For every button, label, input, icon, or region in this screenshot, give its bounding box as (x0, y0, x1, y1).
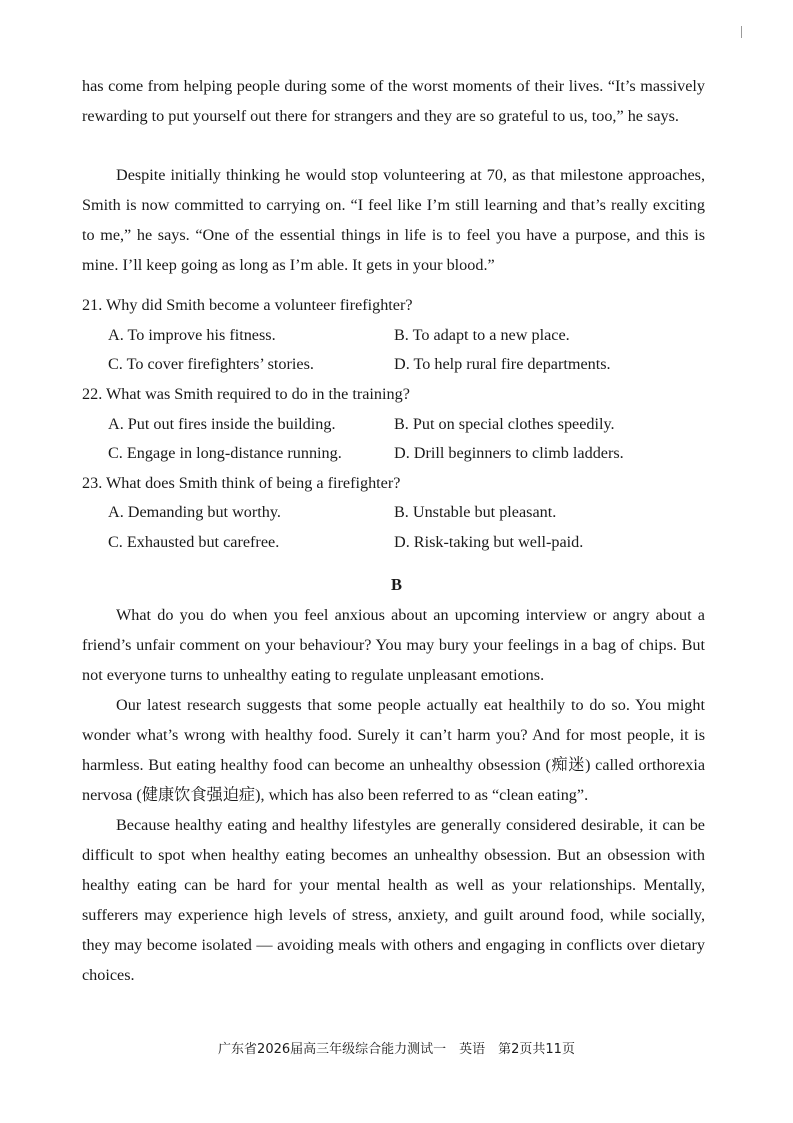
margin-mark (741, 26, 742, 38)
question-23-option-b: B. Unstable but pleasant. (394, 503, 557, 521)
question-21-stem: 21. Why did Smith become a volunteer firefighter? (82, 296, 413, 314)
question-23-option-d: D. Risk-taking but well-paid. (394, 533, 584, 551)
passage-a-paragraph-1: has come from helping people during some of the worst moments of their lives. “It’s massively rewarding to put yourself out there for strangers and they are so grateful to us, too,” he says. (82, 77, 705, 125)
passage-a-paragraph-2: Despite initially thinking he would stop volunteering at 70, as that milestone approaches, Smith is now committed to carrying on. “I feel like I’m still learning and that’s really exciting to me,” he says. “One of the essential things in life is to feel you have a purpose, and this is mine. I’ll keep going as long as I’m able. It gets in your blood.” (82, 166, 705, 274)
passage-b-paragraph-1: What do you do when you feel anxious about an upcoming interview or angry about a friend’s unfair comment on your behaviour? You may bury your feelings in a bag of chips. But not everyone turns to unhealthy eating to regulate unpleasant emotions. (82, 606, 705, 684)
question-22-option-c: C. Engage in long-distance running. (108, 444, 342, 462)
question-21-option-b: B. To adapt to a new place. (394, 326, 570, 344)
passage-b-paragraph-3: Because healthy eating and healthy lifestyles are generally considered desirable, it can be difficult to spot when healthy eating becomes an unhealthy obsession. But an obsession with healthy eating can be hard for your mental health as well as your relationships. Mentally, sufferers may experience high levels of stress, anxiety, and guilt around food, while socially, they may become isolated — avoiding meals with others and engaging in conflicts over dietary choices. (82, 816, 705, 984)
question-23-stem: 23. What does Smith think of being a firefighter? (82, 474, 401, 492)
question-22-option-a: A. Put out fires inside the building. (108, 415, 336, 433)
question-21-option-d: D. To help rural fire departments. (394, 355, 611, 373)
question-22-option-b: B. Put on special clothes speedily. (394, 415, 615, 433)
question-22-stem: 22. What was Smith required to do in the training? (82, 385, 410, 403)
question-23-option-c: C. Exhausted but carefree. (108, 533, 280, 551)
question-21-option-a: A. To improve his fitness. (108, 326, 276, 344)
passage-b-paragraph-2: Our latest research suggests that some people actually eat healthily to do so. You might wonder what’s wrong with healthy food. Surely it can’t harm you? And for most people, it is harmless. But eating healthy food can become an unhealthy obsession (痴迷) called orthorexia nervosa (健康饮食强迫症), which has also been referred to as “clean eating”. (82, 696, 705, 804)
section-b-heading: B (390, 575, 402, 594)
question-22-option-d: D. Drill beginners to climb ladders. (394, 444, 624, 462)
question-21-option-c: C. To cover firefighters’ stories. (108, 355, 314, 373)
page-footer: 广东省2026届高三年级综合能力测试一 英语 第2页共11页 (218, 1042, 575, 1057)
question-23-option-a: A. Demanding but worthy. (108, 503, 281, 521)
